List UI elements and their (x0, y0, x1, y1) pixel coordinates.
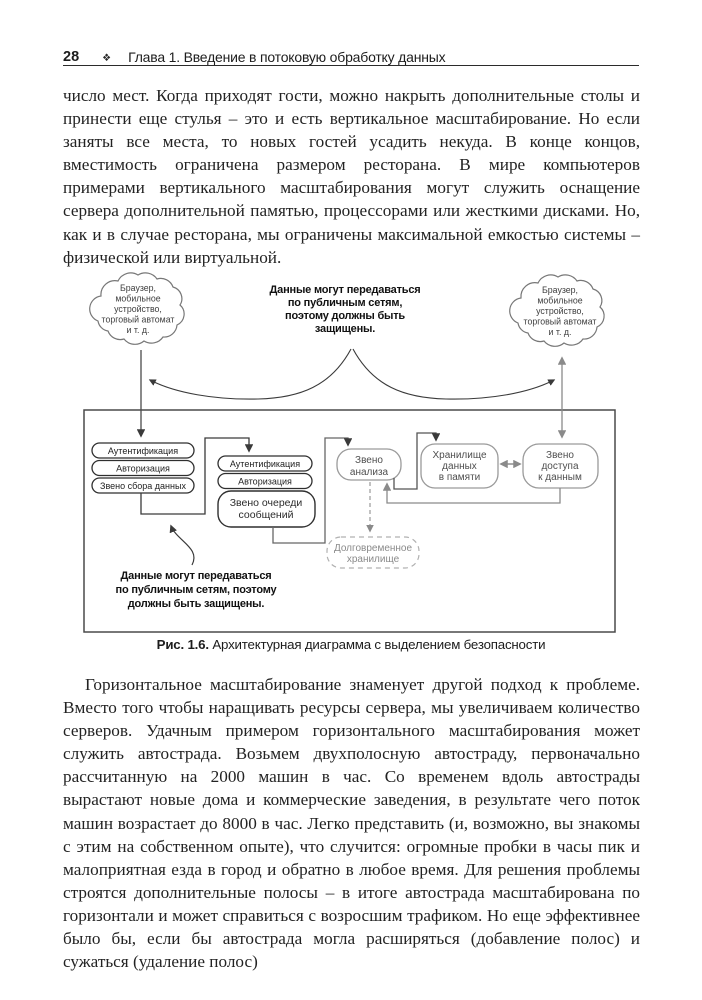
svg-text:в памяти: в памяти (438, 472, 481, 483)
ornament-icon: ❖ (102, 53, 112, 64)
svg-text:Браузер,: Браузер, (541, 285, 579, 295)
chapter-title: Глава 1. Введение в потоковую обработку данных (128, 49, 446, 65)
svg-text:сообщений: сообщений (238, 509, 294, 521)
svg-text:Авторизация: Авторизация (116, 463, 170, 474)
paragraph-vertical-scaling: число мест. Когда приходят гости, можно накрыть дополнительные столы и принести еще стулья – это и есть вертикальное масштабирование. Но если заняты все места, то новых гостей усадить некуда. В конце концов, вместимость ограничена размером ресторана. В мире компьютеров примерами вертикального масштабирования могут служить оснащение сервера дополнительной памятью, процессорами или жесткими дисками. Но, как и в случае ресторана, мы ограничены максимальной емкостью системы – физической или виртуальной. (63, 86, 640, 267)
svg-text:доступа: доступа (541, 461, 579, 472)
paragraph-horizontal-scaling: Горизонтальное масштабирование знаменует другой подход к проблеме. Вместо того чтобы наращивать ресурсы сервера, мы увеличиваем количество серверов. Удачным примером горизонтального масштабирования может служить автострада. Возьмем двухполосную автостраду, первоначально рассчитанную на 2000 машин в час. Со временем вдоль автострады вырастают новые дома и коммерческие заведения, в результате чего поток машин возрастает до 8000 в час. Легко представить (и, возможно, вы знакомы с этим на собственном опыте), что случится: огромные пробки в часы пик и малоприятная езда в город и обратно в любое время. Для решения проблемы строятся дополнительные полосы – в итоге автострада масштабирована по горизонтали и может справиться с возросшим трафиком. Но еще эффективнее было бы, если бы автострада могла расширяться (добавление полос) и сужаться (удаление полос) (63, 675, 640, 972)
svg-text:устройство,: устройство, (114, 304, 162, 314)
svg-text:Данные могут передаваться: Данные могут передаваться (120, 570, 272, 582)
svg-text:хранилище: хранилище (346, 554, 400, 565)
collection-tier (92, 443, 194, 493)
figure-caption-text: Архитектурная диаграмма с выделением безопасности (208, 637, 546, 652)
svg-text:должны быть защищены.: должны быть защищены. (127, 598, 265, 610)
svg-text:торговый автомат: торговый автомат (523, 316, 597, 327)
svg-text:Аутентификация: Аутентификация (229, 459, 301, 469)
svg-text:по публичным сетям, поэтому: по публичным сетям, поэтому (115, 584, 277, 596)
svg-text:Хранилище: Хранилище (432, 450, 487, 461)
queue-tier (218, 456, 315, 527)
svg-text:мобильное: мобильное (537, 295, 583, 306)
svg-text:данных: данных (442, 461, 477, 472)
svg-text:анализа: анализа (349, 467, 389, 478)
svg-text:Звено сбора данных: Звено сбора данных (100, 481, 186, 491)
svg-text:Данные могут передаваться: Данные могут передаваться (269, 284, 421, 296)
note-arrow-left (150, 349, 351, 399)
svg-text:поэтому должны быть: поэтому должны быть (285, 310, 405, 322)
svg-text:и т. д.: и т. д. (126, 325, 150, 335)
figure-caption-label: Рис. 1.6. (156, 637, 209, 652)
svg-text:к данным: к данным (538, 472, 582, 483)
svg-text:защищены.: защищены. (314, 323, 376, 335)
svg-text:Аутентификация: Аутентификация (107, 446, 179, 456)
note-arrow-right (353, 349, 554, 399)
page-number: 28 (63, 49, 80, 65)
svg-text:Звено: Звено (355, 455, 383, 466)
svg-text:мобильное: мобильное (115, 293, 161, 304)
svg-text:Браузер,: Браузер, (119, 283, 157, 293)
figure-caption (63, 637, 639, 652)
svg-text:устройство,: устройство, (536, 306, 584, 316)
svg-text:Авторизация: Авторизация (238, 476, 292, 487)
svg-text:по публичным сетям,: по публичным сетям, (287, 297, 403, 309)
svg-text:Долговременное: Долговременное (333, 543, 413, 554)
note-bottom-arrow (171, 526, 194, 565)
svg-text:Звено очереди: Звено очереди (229, 497, 303, 509)
security-note-bottom (116, 570, 278, 610)
svg-text:и т. д.: и т. д. (548, 327, 572, 337)
svg-text:Звено: Звено (546, 450, 574, 461)
security-note-top (270, 284, 421, 335)
svg-text:торговый автомат: торговый автомат (101, 314, 175, 325)
